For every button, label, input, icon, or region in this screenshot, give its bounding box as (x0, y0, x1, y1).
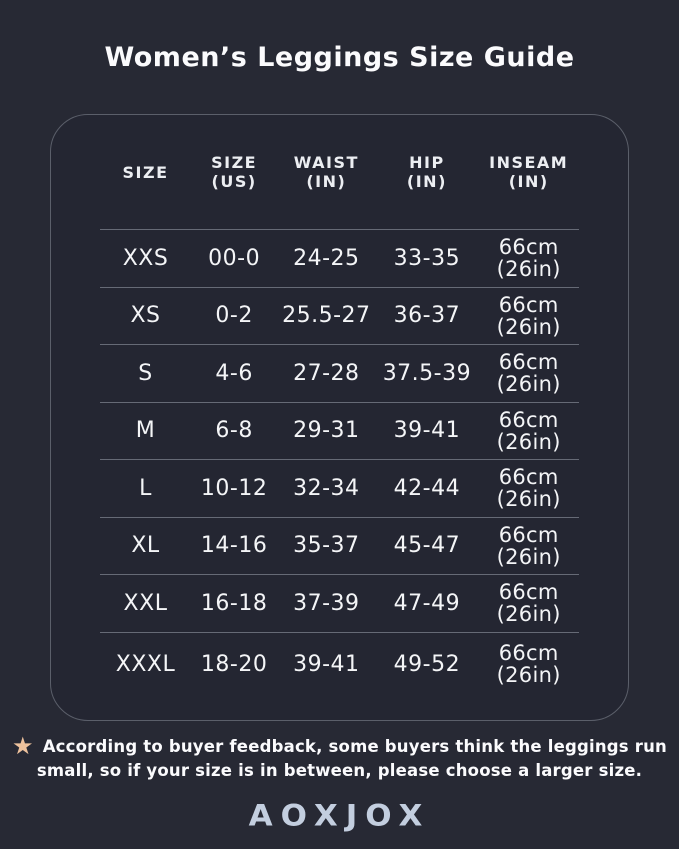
table-row (100, 459, 579, 517)
cell-inseam (478, 236, 579, 280)
table-row (100, 287, 579, 345)
cell-size: M (135, 418, 156, 444)
cell-size: XXXL (115, 651, 176, 677)
cell-size-us: 16-18 (200, 590, 268, 616)
footnote-line-1 (0, 734, 679, 759)
cell-size: L (139, 475, 152, 501)
cell-hip: 49-52 (393, 651, 461, 677)
cell-size-us: 14-16 (200, 533, 268, 559)
brand-logo: AOXJOX (248, 798, 431, 834)
cell-waist: 29-31 (293, 418, 360, 444)
cell-waist: 32-34 (293, 475, 360, 501)
table-header-row (100, 115, 579, 229)
cell-size-us: 18-20 (200, 651, 268, 677)
cell-hip: 39-41 (393, 418, 461, 444)
inseam-cm: 66cm (498, 465, 559, 490)
table-row (100, 344, 579, 402)
inseam-in: (26in) (496, 487, 561, 512)
header-unit: (IN) (406, 172, 447, 191)
inseam-in: (26in) (496, 429, 561, 454)
cell-inseam (478, 294, 579, 338)
inseam-cm: 66cm (498, 235, 559, 260)
cell-size: XL (131, 533, 160, 559)
inseam-cm: 66cm (498, 641, 559, 665)
cell-inseam (478, 466, 579, 510)
header-cell-size (100, 163, 191, 182)
header-cell-size-us (191, 153, 277, 191)
star-icon: ★ (11, 732, 34, 760)
inseam-in: (26in) (496, 663, 561, 687)
table-row (100, 517, 579, 575)
cell-size-us: 4-6 (215, 360, 253, 386)
inseam-in: (26in) (496, 602, 561, 627)
cell-waist: 25.5-27 (282, 303, 371, 329)
table-row (100, 229, 579, 287)
inseam-cm: 66cm (498, 350, 559, 375)
cell-size-us: 00-0 (208, 245, 261, 271)
header-unit: (IN) (508, 172, 549, 191)
table-row (100, 574, 579, 632)
cell-size: S (138, 360, 153, 386)
cell-hip: 37.5-39 (382, 360, 472, 386)
cell-hip: 45-47 (393, 533, 461, 559)
cell-size: XXL (123, 590, 168, 616)
inseam-cm: 66cm (498, 522, 559, 547)
inseam-in: (26in) (496, 314, 561, 339)
header-label: SIZE (211, 153, 258, 172)
cell-size-us: 0-2 (215, 303, 253, 329)
header-cell-waist (277, 153, 375, 191)
cell-hip: 47-49 (393, 590, 461, 616)
inseam-in: (26in) (496, 257, 561, 282)
inseam-cm: 66cm (498, 407, 559, 432)
footnote-line-2 (0, 759, 679, 783)
inseam-in: (26in) (496, 544, 561, 569)
inseam-cm: 66cm (498, 292, 559, 317)
header-unit: (US) (211, 172, 257, 191)
cell-size: XS (130, 303, 161, 329)
cell-waist: 37-39 (293, 590, 360, 616)
footnote-text-1: According to buyer feedback, some buyers think the leggings run (42, 737, 668, 756)
header-unit: (IN) (306, 172, 347, 191)
header-cell-inseam (478, 153, 579, 191)
cell-inseam (478, 409, 579, 453)
size-table (100, 115, 579, 696)
footnote (0, 734, 679, 783)
inseam-cm: 66cm (498, 580, 559, 605)
cell-size: XXS (122, 245, 169, 271)
cell-size-us: 6-8 (215, 418, 253, 444)
footnote-text-2: small, so if your size is in between, please choose a larger size. (36, 761, 643, 780)
cell-hip: 36-37 (393, 303, 461, 329)
cell-hip: 42-44 (393, 475, 461, 501)
cell-hip: 33-35 (393, 245, 461, 271)
cell-waist: 39-41 (293, 651, 360, 677)
cell-waist: 35-37 (293, 533, 360, 559)
cell-size-us: 10-12 (200, 475, 268, 501)
table-row (100, 402, 579, 460)
header-label: WAIST (293, 153, 359, 172)
cell-inseam (478, 351, 579, 395)
size-table-panel (50, 114, 629, 721)
cell-inseam (478, 642, 579, 686)
header-label: HIP (409, 153, 445, 172)
header-label: SIZE (122, 162, 169, 182)
cell-waist: 24-25 (293, 245, 360, 271)
inseam-in: (26in) (496, 372, 561, 397)
cell-inseam (478, 581, 579, 625)
table-row (100, 632, 579, 696)
cell-inseam (478, 524, 579, 568)
cell-waist: 27-28 (293, 360, 360, 386)
header-label: INSEAM (489, 153, 569, 172)
header-cell-hip (375, 153, 478, 191)
page-title: Women’s Leggings Size Guide (104, 42, 575, 73)
